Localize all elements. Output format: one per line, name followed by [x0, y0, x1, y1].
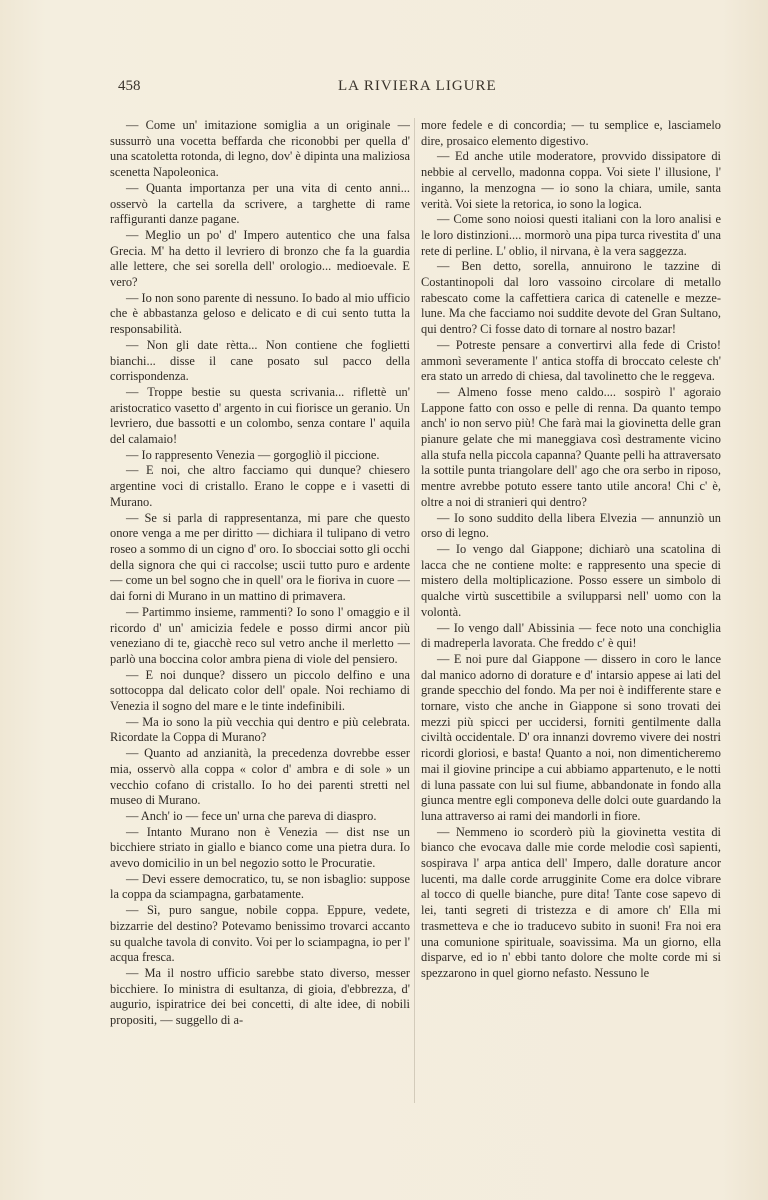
- paragraph: — Partimmo insieme, rammenti? Io sono l' omaggio e il ricordo d' un' amicizia fedele e posso dirmi ancor più veneziano di te, giacchè reco sul vetro anche il merletto — parlò una boccina color ambra piena di viole del pensiero.: [110, 604, 410, 666]
- paragraph: — Intanto Murano non è Venezia — dist nse un bicchiere striato in giallo e bianco come una pietra dura. Io avevo domicilio in un bel negozio sotto le Procuratie.: [110, 824, 410, 871]
- paragraph: — Anch' io — fece un' urna che pareva di diaspro.: [126, 808, 377, 823]
- right-column: [421, 118, 721, 1123]
- paragraph: — Io non sono parente di nessuno. Io bado al mio ufficio che è abbastanza geloso e delicato e di cui sento tutta la responsabilità.: [110, 290, 410, 337]
- paragraph: — Quanta importanza per una vita di cento anni... osservò la cartella da scrivere, a targhette di rame raffiguranti danze pagane.: [110, 180, 410, 227]
- paragraph: — Io vengo dal Giappone; dichiarò una scatolina di lacca che ne contiene molte: e rappresento una specie di mistero della moltiplicazione. Posso essere un simbolo di qualche virtù suscettibile a svilupparsi nell' uomo con la volontà.: [421, 541, 721, 619]
- paragraph: — Meglio un po' d' Impero autentico che una falsa Grecia. M' ha detto il levriero di bronzo che fa la guardia alle lettere, che sei sorella dell' orologio... medioevale. E vero?: [110, 227, 410, 290]
- paragraph: — Ben detto, sorella, annuirono le tazzine di Costantinopoli dal loro vassoino circolare di metallo rabescato come la caffettiera carica di catenelle e mezze-lune. Ma che facciamo noi suddite devote del Gran Sultano, qui dentro? Ci fosse dato di tornare al nostro bazar!: [421, 259, 721, 337]
- paragraph: — Io sono suddito della libera Elvezia — annunziò un orso di legno.: [421, 510, 721, 541]
- paragraph: — Almeno fosse meno caldo.... sospirò l' agoraio Lappone fatto con osso e pelle di renna. Da quanto tempo anch' io non servo più! Che farà mai la giovinetta delle gran pianure gelate che mi maneggiava così destramente vicino alla stufa nella piccola capanna? Quante pelli ha attraversato la sottile punta triangolare dell' ago che ora serbo in riposo, mentre avrebbe potuto essere tanto utile ancora! Chi c' è, oltre a noi di stranieri qui dentro?: [421, 384, 721, 509]
- running-title: LA RIVIERA LIGURE: [338, 78, 497, 94]
- paragraph: — Sì, puro sangue, nobile coppa. Eppure, vedete, bizzarrie del destino? Potevamo benissimo trovarci accanto su qualche tavola di convito. Voi per lo sciampagna, io per l' acqua fresca.: [110, 903, 410, 965]
- paragraph: — Potreste pensare a convertirvi alla fede di Cristo! ammonì severamente l' antica stoffa di broccato celeste ch' era stato un arredo di chiesa, dal tavolinetto che le reggeva.: [421, 337, 721, 384]
- paragraph: — Ed anche utile moderatore, provvido dissipatore di nebbie al cervello, madonna coppa. Voi siete l' illusione, l' inganno, la menzogna — io sono la chiara, umile, santa verità. Voi siete la retorica, io sono la logica.: [421, 149, 721, 211]
- paragraph: — Ma io sono la più vecchia qui dentro e più celebrata. Ricordate la Coppa di Murano?: [110, 714, 410, 745]
- paragraph: — Io vengo dall' Abissinia — fece noto una conchiglia di madreperla lavorata. Che freddo c' è qui!: [421, 620, 721, 651]
- page-header: [118, 78, 728, 100]
- paragraph: — Nemmeno io scorderò più la giovinetta vestita di bianco che evocava dalle mie corde melodie così sapienti, sospirava l' arpa antica dell' Impero, dalle dorature ancor lucenti, ma dalle corde arrugginite Come era dolce vibrare al tocco di quelle bianche, pure dita! Tante cose sapevo di lei, tanti segreti di tristezza e di amore ch' Ella mi trasmetteva e che io traducevo subito in suoni! Fra noi era una comunione spirituale, soavissima. Ma un giorno, ella disparve, ed io n' ebbi tanto dolore che molte corde mi si spezzarono in quel giorno nefasto. Nessuno le: [421, 824, 721, 980]
- paragraph: — Quanto ad anzianità, la precedenza dovrebbe esser mia, osservò alla coppa « color d' ambra e di sole » un vecchio cofano di cristallo. Io ho dei parenti stretti nel museo di Murano.: [110, 746, 410, 808]
- paragraph: — E noi dunque? dissero un piccolo delfino e una sottocoppa dal delicato color dell' opale. Noi rechiamo di Venezia il sogno del mare e le tinte indefinibili.: [110, 667, 410, 714]
- column-divider: [414, 118, 415, 1103]
- paragraph: — Come sono noiosi questi italiani con la loro analisi e le loro distinzioni.... mormorò una pipa turca rivestita d' una rete di perline. L' oblio, il nirvana, è la vera saggezza.: [421, 212, 721, 258]
- paragraph: — Come un' imitazione somiglia a un originale — sussurrò una vocetta beffarda che riconobbi per quella d' una scatoletta rotonda, di legno, dov' è dipinta una maliziosa scenetta Napoleonica.: [110, 118, 410, 180]
- paragraph: — Non gli date rètta... Non contiene che foglietti bianchi... disse il cane posato sul pacco della corrispondenza.: [110, 337, 410, 384]
- page-number: 458: [118, 78, 141, 94]
- paragraph: — Devi essere democratico, tu, se non isbaglio: suppose la coppa da sciampagna, garbatamente.: [110, 871, 410, 902]
- paragraph: — E noi pure dal Giappone — dissero in coro le lance dal manico adorno di dorature e d' intarsio appese ai lati del grande specchio del fondo. Ma per noi è indifferente stare e tornare, visto che anche in Giappone si sono trovati dei mezzi più spicci per uccidersi, forniti gentilmente dalla civiltà occidentale. D' ora innanzi dovremo vivere dei nostri ricordi gloriosi, e basta! Quanto a noi, non dimenticheremo mai il giovine principe a cui abbiamo appartenuto, e le notti di luna passate con lui sul fiume, abbandonate in fondo alla giunca mentre egli componeva delle dolci oute guardando la luna attraverso ai rami dei mandorli in fiore.: [421, 651, 721, 823]
- paragraph: more fedele e di concordia; — tu semplice e, lasciamelo dire, prosaico elemento digestivo.: [421, 118, 721, 148]
- paragraph: — Io rappresento Venezia — gorgogliò il piccione.: [126, 447, 380, 462]
- paragraph: — E noi, che altro facciamo qui dunque? chiesero argentine voci di cristallo. Erano le coppe e i vasetti di Murano.: [110, 463, 410, 509]
- paragraph: — Se si parla di rappresentanza, mi pare che questo onore venga a me per diritto — dichiara il tulipano di vetro roseo a sommo di un cigno d' oro. Io sbocciai sotto gli occhi della signora che qui ci raccolse; uscii tutto puro e ardente — come un bel sogno che in quell' ora le fioriva in cuore — dai forni di Murano in un mattino di primavera.: [110, 510, 410, 604]
- paragraph: — Troppe bestie su questa scrivania... riflettè un' aristocratico vasetto d' argento in cui fiorisce un geranio. Un levriero, due bassotti e un colombo, senza contare l' aquila del calamaio!: [110, 384, 410, 447]
- left-column: [110, 118, 410, 1123]
- paragraph: — Ma il nostro ufficio sarebbe stato diverso, messer bicchiere. Io ministra di esultanza, di gioia, d'ebbrezza, d' augurio, ispiratrice dei bei concetti, di alte idee, di nobili propositi, — suggello di a-: [110, 965, 410, 1028]
